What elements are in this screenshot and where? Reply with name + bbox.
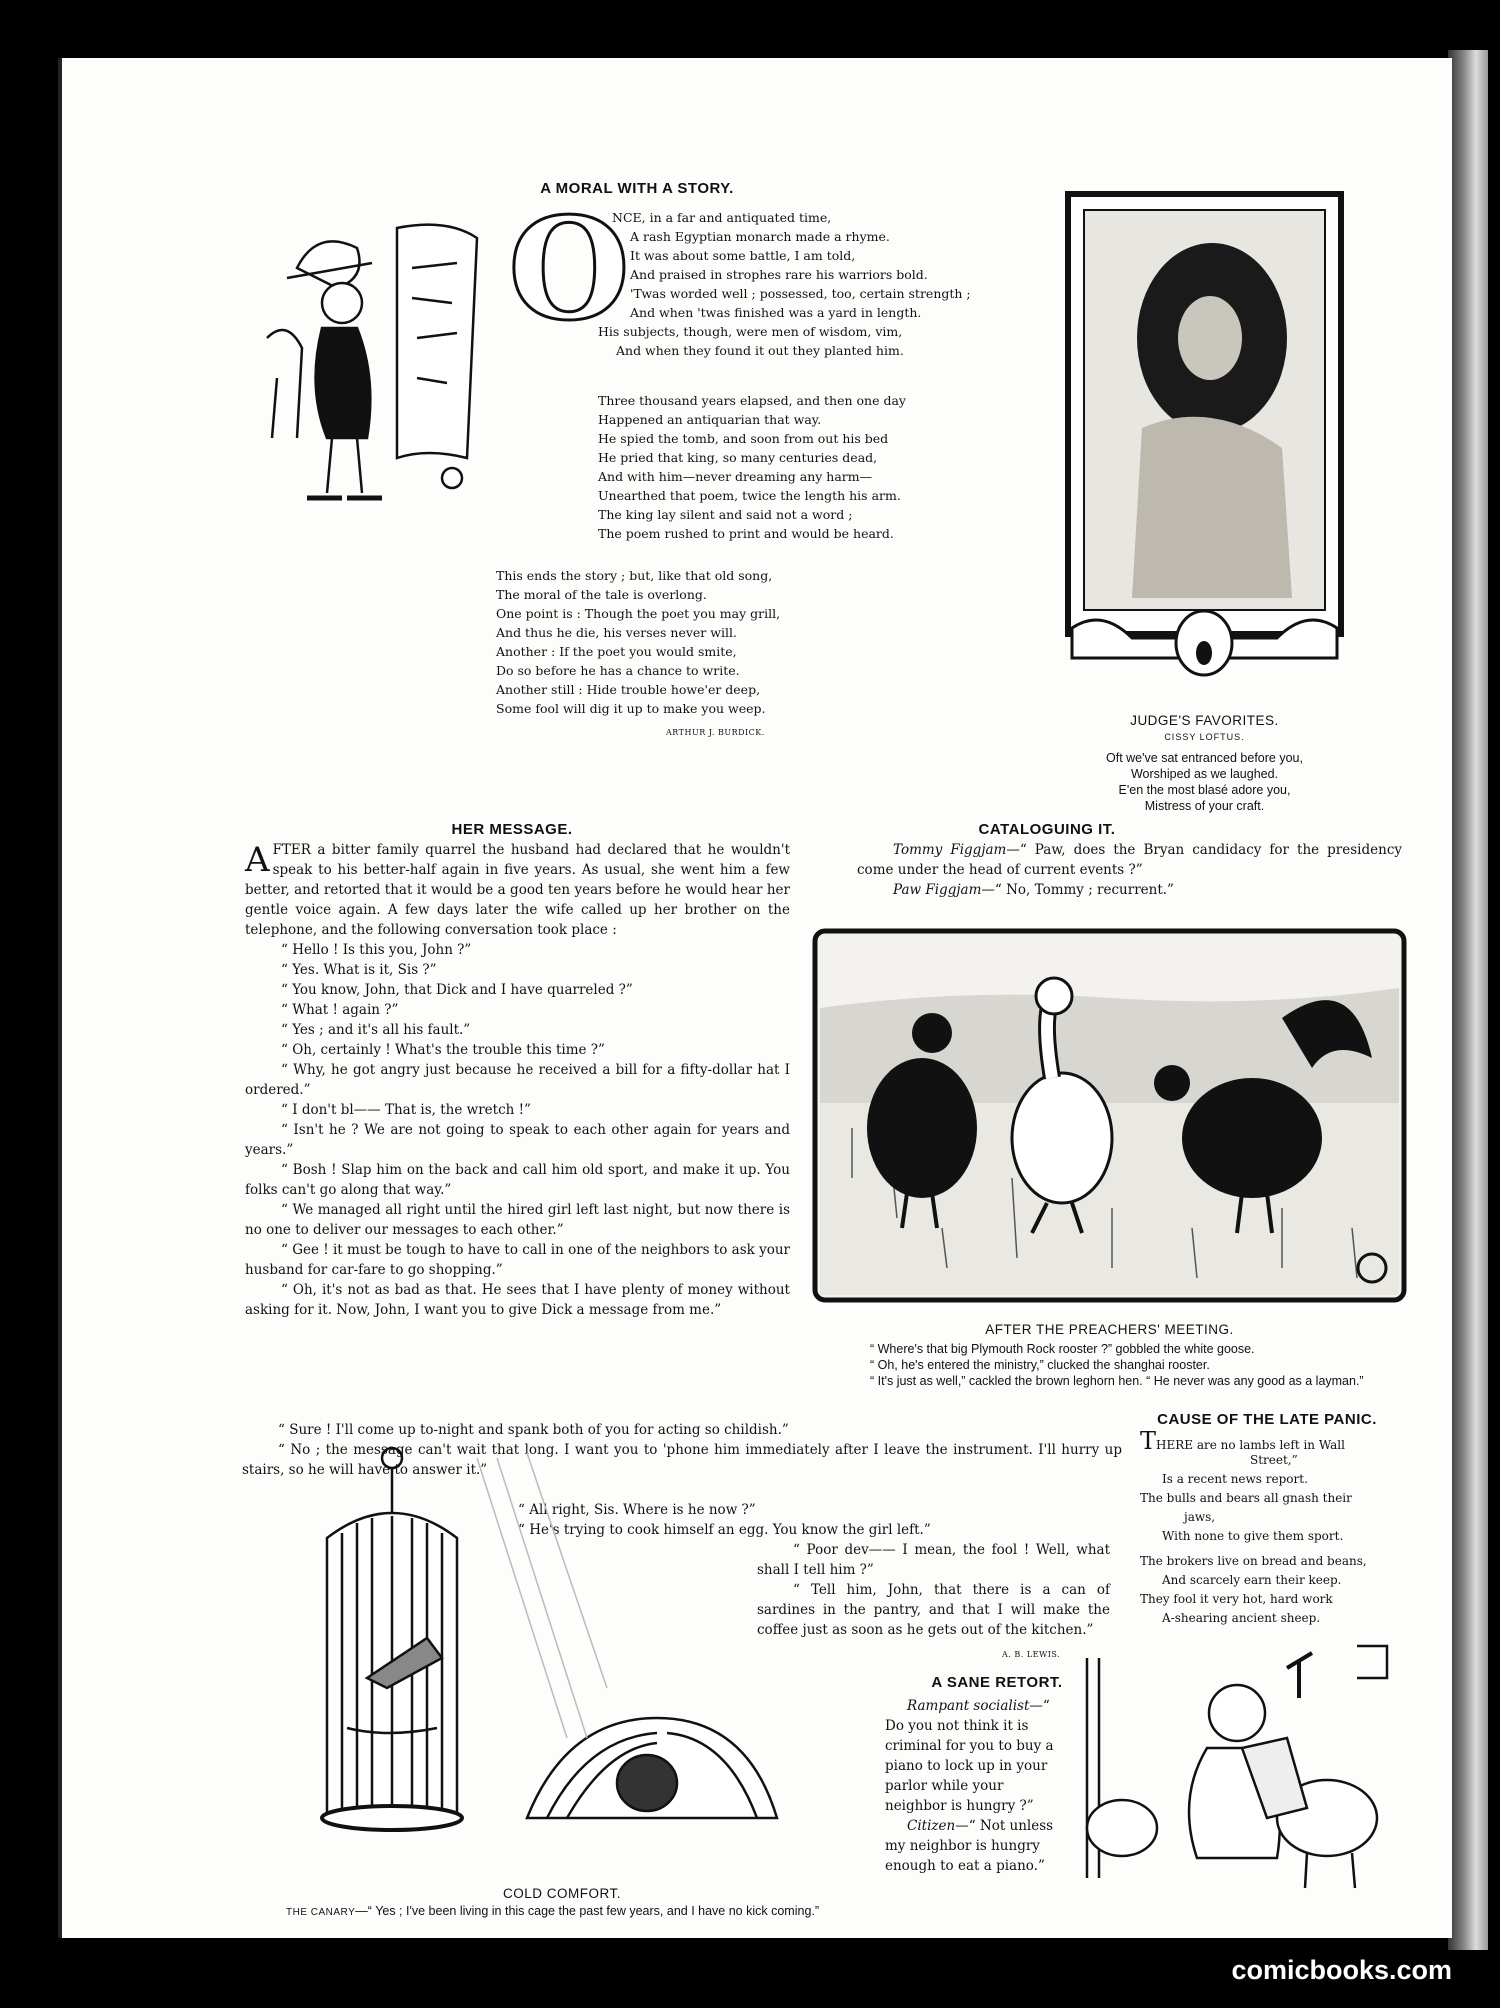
dialogue-line: “ I don't bl—— That is, the wretch !” (281, 1102, 531, 1118)
sane-body (885, 1696, 1055, 1876)
caption-line: —“ Yes ; I've been living in this cage the past few years, and I have no kick coming.” (355, 1904, 820, 1918)
verse-line: Some fool will dig it up to make you weep. (496, 701, 766, 716)
moral-byline: ARTHUR J. BURDICK. (666, 728, 765, 737)
verse-line: Unearthed that poem, twice the length his arm. (598, 488, 901, 503)
dialogue-line: “ What ! again ?” (281, 1002, 399, 1018)
verse-line: Happened an antiquarian that way. (598, 412, 822, 427)
poultry-illustration (812, 928, 1407, 1303)
dialogue-line: “ Oh, it's not as bad as that. He sees that I have plenty of money without asking for it. Now, John, I want you to give Dick a message from me.” (245, 1282, 790, 1318)
verse-line: Another : If the poet you would smite, (496, 644, 737, 659)
verse-line: Another still : Hide trouble howe'er deep, (496, 682, 761, 697)
moral-title: A MORAL WITH A STORY. (540, 180, 734, 197)
verse-line: The bulls and bears all gnash their (1140, 1491, 1352, 1505)
dialogue-line: —“ Paw, does the Bryan candidacy for the presidency come under the head of current events ?” (857, 842, 1403, 878)
dialogue-line: “ Poor dev—— I mean, the fool ! Well, what shall I tell him ?” (757, 1542, 1110, 1578)
verse-line: And scarcely earn their keep. (1162, 1573, 1342, 1587)
verse-line: His subjects, though, were men of wisdom, vim, (598, 324, 903, 339)
panic-drop-cap: T (1140, 1427, 1157, 1455)
message-title: HER MESSAGE. (451, 821, 573, 838)
dialogue-line: “ Bosh ! Slap him on the back and call him old sport, and make it up. You folks can't go along that way.” (245, 1162, 790, 1198)
cataloguing-title: CATALOGUING IT. (978, 821, 1116, 838)
verse-line: He pried that king, so many centuries dead, (598, 450, 878, 465)
sheep-shearing-illustration (1067, 1638, 1402, 1908)
dialogue-line: “ Oh, certainly ! What's the trouble this time ?” (281, 1042, 605, 1058)
caption-line: “ It's just as well,” cackled the brown leghorn hen. “ He never was any good as a layman.” (870, 1374, 1364, 1388)
dialogue-line: “ We managed all right until the hired girl left last night, but now there is no one to deliver our messages to each other.” (245, 1202, 790, 1238)
verse-line: They fool it very hot, hard work (1140, 1592, 1333, 1606)
cataloguing-body (857, 840, 1402, 900)
verse-line: And when 'twas finished was a yard in length. (630, 305, 922, 320)
verse-line: Do so before he has a chance to write. (496, 663, 740, 678)
preachers-caption (860, 1341, 1410, 1389)
message-byline: A. B. LEWIS. (1002, 1650, 1061, 1659)
dialogue-line: “ He's trying to cook himself an egg. You know the girl left.” (518, 1522, 931, 1538)
verse-line: A-shearing ancient sheep. (1162, 1611, 1321, 1625)
verse-line: And praised in strophes rare his warriors bold. (630, 267, 928, 282)
verse-line: jaws, (1184, 1510, 1216, 1524)
favorites-title: JUDGE'S FAVORITES. (1130, 713, 1279, 728)
dialogue-line: “ Isn't he ? We are not going to speak to each other again for years and years.” (245, 1122, 790, 1158)
speaker-name: THE CANARY (286, 1907, 356, 1918)
moral-stanza-1 (612, 208, 971, 322)
cold-title: COLD COMFORT. (502, 1886, 621, 1901)
dialogue-line: “ Tell him, John, that there is a can of sardines in the pantry, and that I will make the coffee just as soon as he gets out of the kitchen.” (757, 1582, 1110, 1638)
book-spine (1448, 50, 1488, 1950)
favorites-subtitle: CISSY LOFTUS. (1164, 732, 1245, 742)
message-drop-cap: A (245, 840, 270, 880)
verse-line: Street,” (1250, 1453, 1298, 1467)
portrait-frame (1062, 188, 1347, 698)
favorites-verse (1062, 750, 1347, 814)
panic-title: CAUSE OF THE LATE PANIC. (1157, 1411, 1377, 1428)
dialogue-line: “ Yes. What is it, Sis ?” (281, 962, 437, 978)
message-body (245, 840, 790, 1320)
verse-line: He spied the tomb, and soon from out his bed (598, 431, 889, 446)
verse-line: 'Twas worded well ; possessed, too, certain strength ; (630, 286, 971, 301)
dialogue-line: “ All right, Sis. Where is he now ?” (518, 1502, 756, 1518)
speaker-name: Rampant socialist (907, 1698, 1030, 1714)
dialogue-line: “ Why, he got angry just because he received a bill for a fifty-dollar hat I ordered.” (245, 1062, 790, 1098)
verse-line: NCE, in a far and antiquated time, (612, 210, 832, 225)
sane-title: A SANE RETORT. (931, 1674, 1063, 1691)
dialogue-line: “ No ; the message can't wait that long. I want you to 'phone him immediately after I leave the instrument. I'll hurry up stairs, so he will have to answer it.” (242, 1442, 1122, 1478)
dialogue-line: “ Gee ! it must be tough to have to call in one of the neighbors to ask your husband for car-fare to go shopping.” (245, 1242, 791, 1278)
explorer-illustration (247, 208, 507, 508)
verse-line: This ends the story ; but, like that old song, (496, 568, 773, 583)
dialogue-line: “ Yes ; and it's all his fault.” (281, 1022, 471, 1038)
verse-line: Oft we've sat entranced before you, (1106, 751, 1303, 765)
verse-line: And thus he die, his verses never will. (496, 625, 737, 640)
verse-line: With none to give them sport. (1162, 1529, 1344, 1543)
dialogue-line: “ Sure ! I'll come up to-night and spank both of you for acting so childish.” (278, 1422, 789, 1438)
dialogue-line: —“ Do you not think it is criminal for you to buy a piano to lock up in your parlor while your neighbor is hungry ?” (885, 1698, 1054, 1814)
verse-line: And with him—never dreaming any harm— (598, 469, 873, 484)
verse-line: Mistress of your craft. (1144, 799, 1265, 813)
moral-drop-cap: O (508, 188, 630, 352)
birdcage-illustration (267, 1438, 867, 1878)
verse-line: The moral of the tale is overlong. (496, 587, 707, 602)
caption-line: “ Where's that big Plymouth Rock rooster ?” gobbled the white goose. (870, 1342, 1255, 1356)
dialogue-line: —“ Not unless my neighbor is hungry enough to eat a piano.” (885, 1818, 1054, 1874)
verse-line: The brokers live on bread and beans, (1140, 1554, 1367, 1568)
preachers-title: AFTER THE PREACHERS' MEETING. (985, 1322, 1234, 1337)
verse-line: Three thousand years elapsed, and then one day (598, 393, 906, 408)
verse-line: E'en the most blasé adore you, (1118, 783, 1291, 797)
moral-stanza-2 (598, 391, 906, 543)
panic-verse (1140, 1427, 1367, 1628)
verse-line: Is a recent news report. (1162, 1472, 1308, 1486)
verse-line: Worshiped as we laughed. (1130, 767, 1279, 781)
speaker-name: Paw Figgjam (893, 882, 982, 898)
verse-line: The king lay silent and said not a word ; (598, 507, 853, 522)
verse-line: And when they found it out they planted him. (616, 343, 904, 358)
dialogue-line: —“ No, Tommy ; recurrent.” (981, 882, 1174, 898)
cold-caption (254, 1903, 894, 1921)
verse-line: HERE are no lambs left in Wall (1156, 1438, 1345, 1452)
dialogue-line: “ You know, John, that Dick and I have quarreled ?” (281, 982, 633, 998)
verse-line: A rash Egyptian monarch made a rhyme. (630, 229, 890, 244)
verse-line: It was about some battle, I am told, (630, 248, 856, 263)
moral-stanza-3 (496, 566, 780, 718)
verse-line: The poem rushed to print and would be heard. (598, 526, 894, 541)
speaker-name: Tommy Figgjam (893, 842, 1007, 858)
message-intro: FTER a bitter family quarrel the husband had declared that he wouldn't speak to his better-half again in five years. As usual, she went him a few better, and retorted that it would be a good ten years before he would hear her gentle voice again. A few days later the wife called up her brother on the telephone, and the following conversation took place : (245, 842, 790, 938)
verse-line: One point is : Though the poet you may grill, (496, 606, 781, 621)
speaker-name: Citizen (907, 1818, 956, 1834)
magazine-page (58, 58, 1452, 1938)
site-watermark: comicbooks.com (1231, 1955, 1452, 1985)
dialogue-line: “ Hello ! Is this you, John ?” (281, 942, 472, 958)
moral-stanza-1-end (598, 322, 904, 360)
caption-line: “ Oh, he's entered the ministry,” clucked the shanghai rooster. (870, 1358, 1210, 1372)
